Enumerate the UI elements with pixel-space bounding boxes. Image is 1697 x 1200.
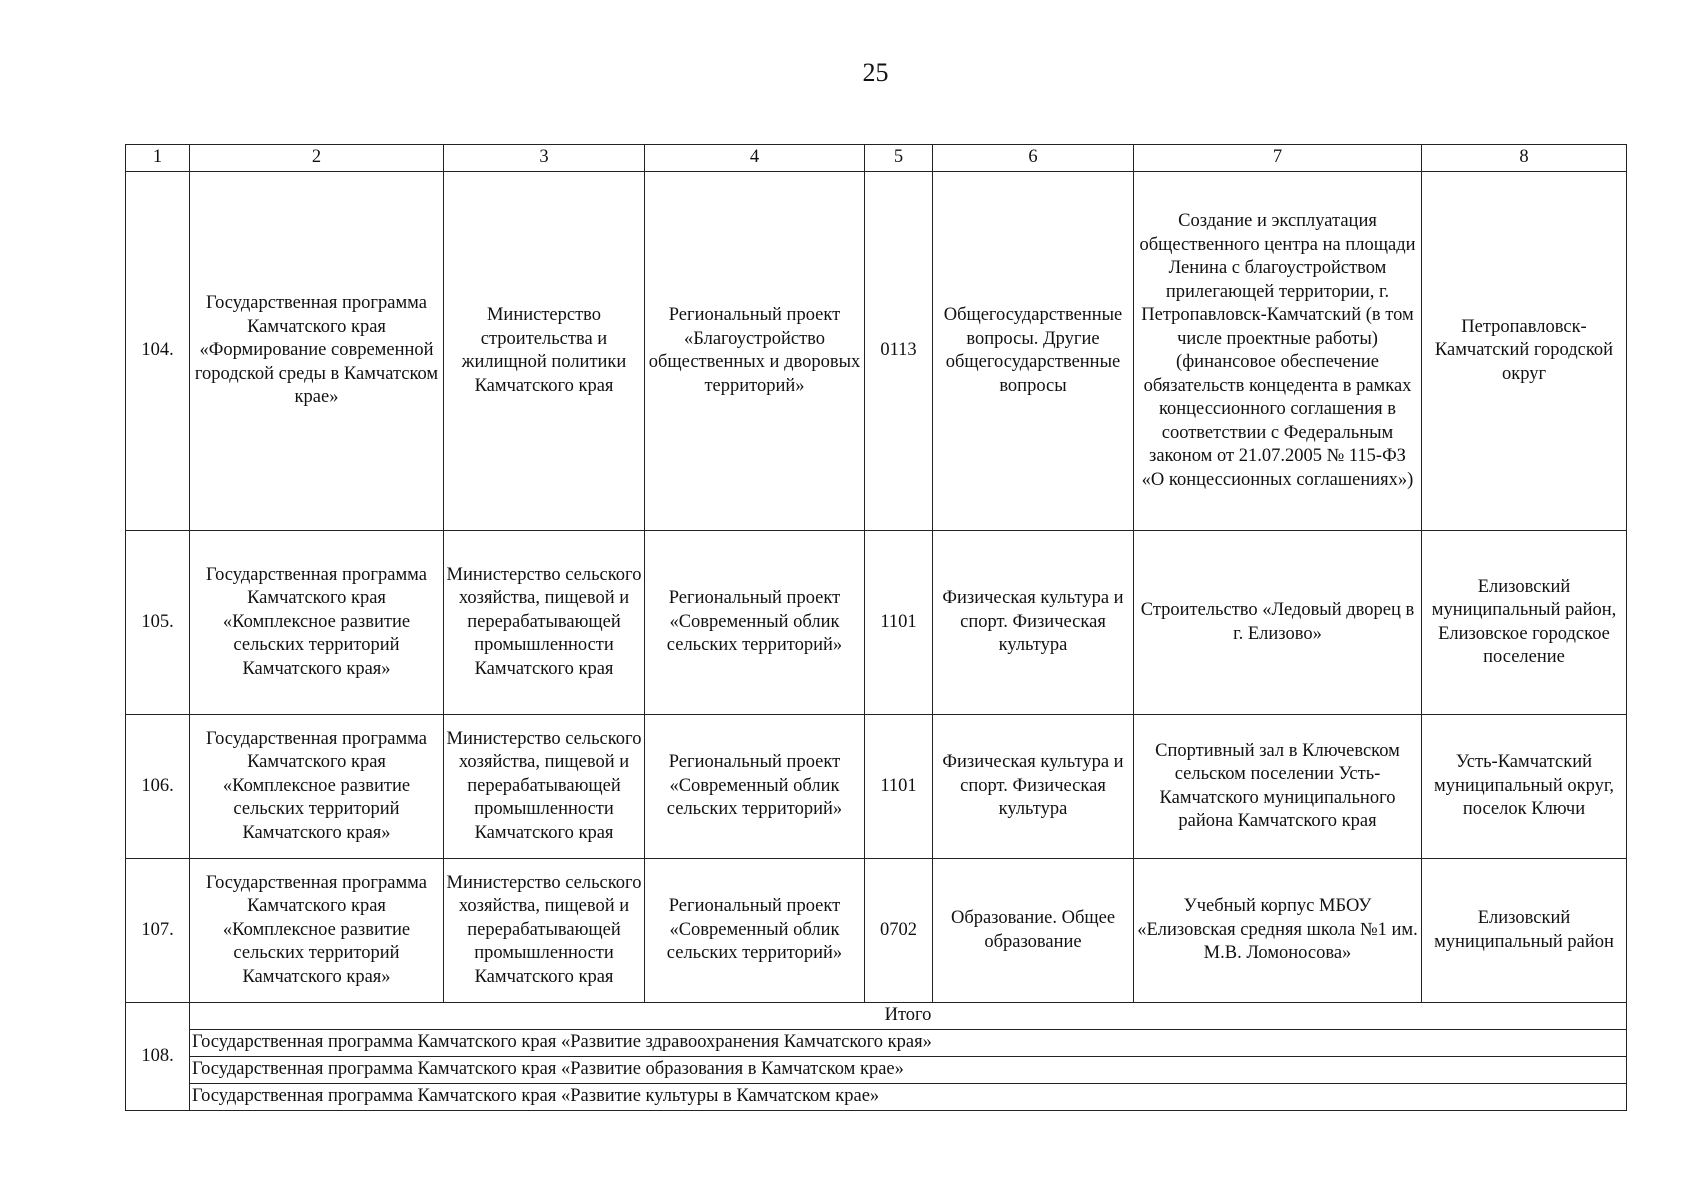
total-program-cell: Государственная программа Камчатского края «Развитие культуры в Камчатском крае» — [190, 1084, 1627, 1111]
total-program-cell: Государственная программа Камчатского края «Развитие здравоохранения Камчатского края» — [190, 1030, 1627, 1057]
section-cell: Физическая культура и спорт. Физическая культура — [933, 531, 1134, 715]
column-number: 6 — [933, 145, 1134, 172]
project-cell: Региональный проект «Современный облик сельских территорий» — [645, 859, 865, 1003]
total-program-row — [126, 1084, 1627, 1111]
column-number: 7 — [1134, 145, 1422, 172]
column-number-row — [126, 145, 1627, 172]
project-cell: Региональный проект «Современный облик сельских территорий» — [645, 715, 865, 859]
column-number: 1 — [126, 145, 190, 172]
ministry-cell: Министерство сельского хозяйства, пищевой и перерабатывающей промышленности Камчатского края — [444, 531, 645, 715]
total-program-row — [126, 1057, 1627, 1084]
section-cell: Общегосударственные вопросы. Другие общегосударственные вопросы — [933, 172, 1134, 531]
territory-cell: Петропавловск-Камчатский городской округ — [1422, 172, 1627, 531]
section-cell: Физическая культура и спорт. Физическая культура — [933, 715, 1134, 859]
project-cell: Региональный проект «Благоустройство общественных и дворовых территорий» — [645, 172, 865, 531]
code-cell: 0113 — [865, 172, 933, 531]
table-row — [126, 715, 1627, 859]
object-cell: Спортивный зал в Ключевском сельском поселении Усть-Камчатского муниципального района Камчатского края — [1134, 715, 1422, 859]
column-number: 2 — [190, 145, 444, 172]
row-number: 107. — [126, 859, 190, 1003]
page-number: 25 — [862, 58, 889, 87]
total-program-cell: Государственная программа Камчатского края «Развитие образования в Камчатском крае» — [190, 1057, 1627, 1084]
territory-cell: Усть-Камчатский муниципальный округ, поселок Ключи — [1422, 715, 1627, 859]
program-cell: Государственная программа Камчатского края «Комплексное развитие сельских территорий Камчатского края» — [190, 715, 444, 859]
row-number: 104. — [126, 172, 190, 531]
ministry-cell: Министерство сельского хозяйства, пищевой и перерабатывающей промышленности Камчатского края — [444, 715, 645, 859]
table-row — [126, 531, 1627, 715]
project-cell: Региональный проект «Современный облик сельских территорий» — [645, 531, 865, 715]
total-row — [126, 1003, 1627, 1030]
row-number: 108. — [126, 1003, 190, 1111]
territory-cell: Елизовский муниципальный район — [1422, 859, 1627, 1003]
total-label: Итого — [190, 1003, 1627, 1030]
ministry-cell: Министерство строительства и жилищной политики Камчатского края — [444, 172, 645, 531]
code-cell: 1101 — [865, 715, 933, 859]
program-cell: Государственная программа Камчатского края «Комплексное развитие сельских территорий Камчатского края» — [190, 859, 444, 1003]
object-cell: Учебный корпус МБОУ «Елизовская средняя школа №1 им. М.В. Ломоносова» — [1134, 859, 1422, 1003]
program-cell: Государственная программа Камчатского края «Формирование современной городской среды в Камчатском крае» — [190, 172, 444, 531]
column-number: 8 — [1422, 145, 1627, 172]
ministry-cell: Министерство сельского хозяйства, пищевой и перерабатывающей промышленности Камчатского края — [444, 859, 645, 1003]
column-number: 4 — [645, 145, 865, 172]
section-cell: Образование. Общее образование — [933, 859, 1134, 1003]
program-cell: Государственная программа Камчатского края «Комплексное развитие сельских территорий Камчатского края» — [190, 531, 444, 715]
row-number: 106. — [126, 715, 190, 859]
code-cell: 0702 — [865, 859, 933, 1003]
code-cell: 1101 — [865, 531, 933, 715]
data-table — [125, 144, 1627, 1111]
territory-cell: Елизовский муниципальный район, Елизовское городское поселение — [1422, 531, 1627, 715]
column-number: 5 — [865, 145, 933, 172]
object-cell: Создание и эксплуатация общественного центра на площади Ленина с благоустройством прилегающей территории, г. Петропавловск-Камчатский (в том числе проектные работы) (финансовое обеспечение обязательств концедента в рамках концессионного соглашения в соответствии с Федеральным законом от 21.07.2005 № 115-ФЗ «О концессионных соглашениях») — [1134, 172, 1422, 531]
table-row — [126, 172, 1627, 531]
column-number: 3 — [444, 145, 645, 172]
row-number: 105. — [126, 531, 190, 715]
object-cell: Строительство «Ледовый дворец в г. Елизово» — [1134, 531, 1422, 715]
table-row — [126, 859, 1627, 1003]
total-program-row — [126, 1030, 1627, 1057]
